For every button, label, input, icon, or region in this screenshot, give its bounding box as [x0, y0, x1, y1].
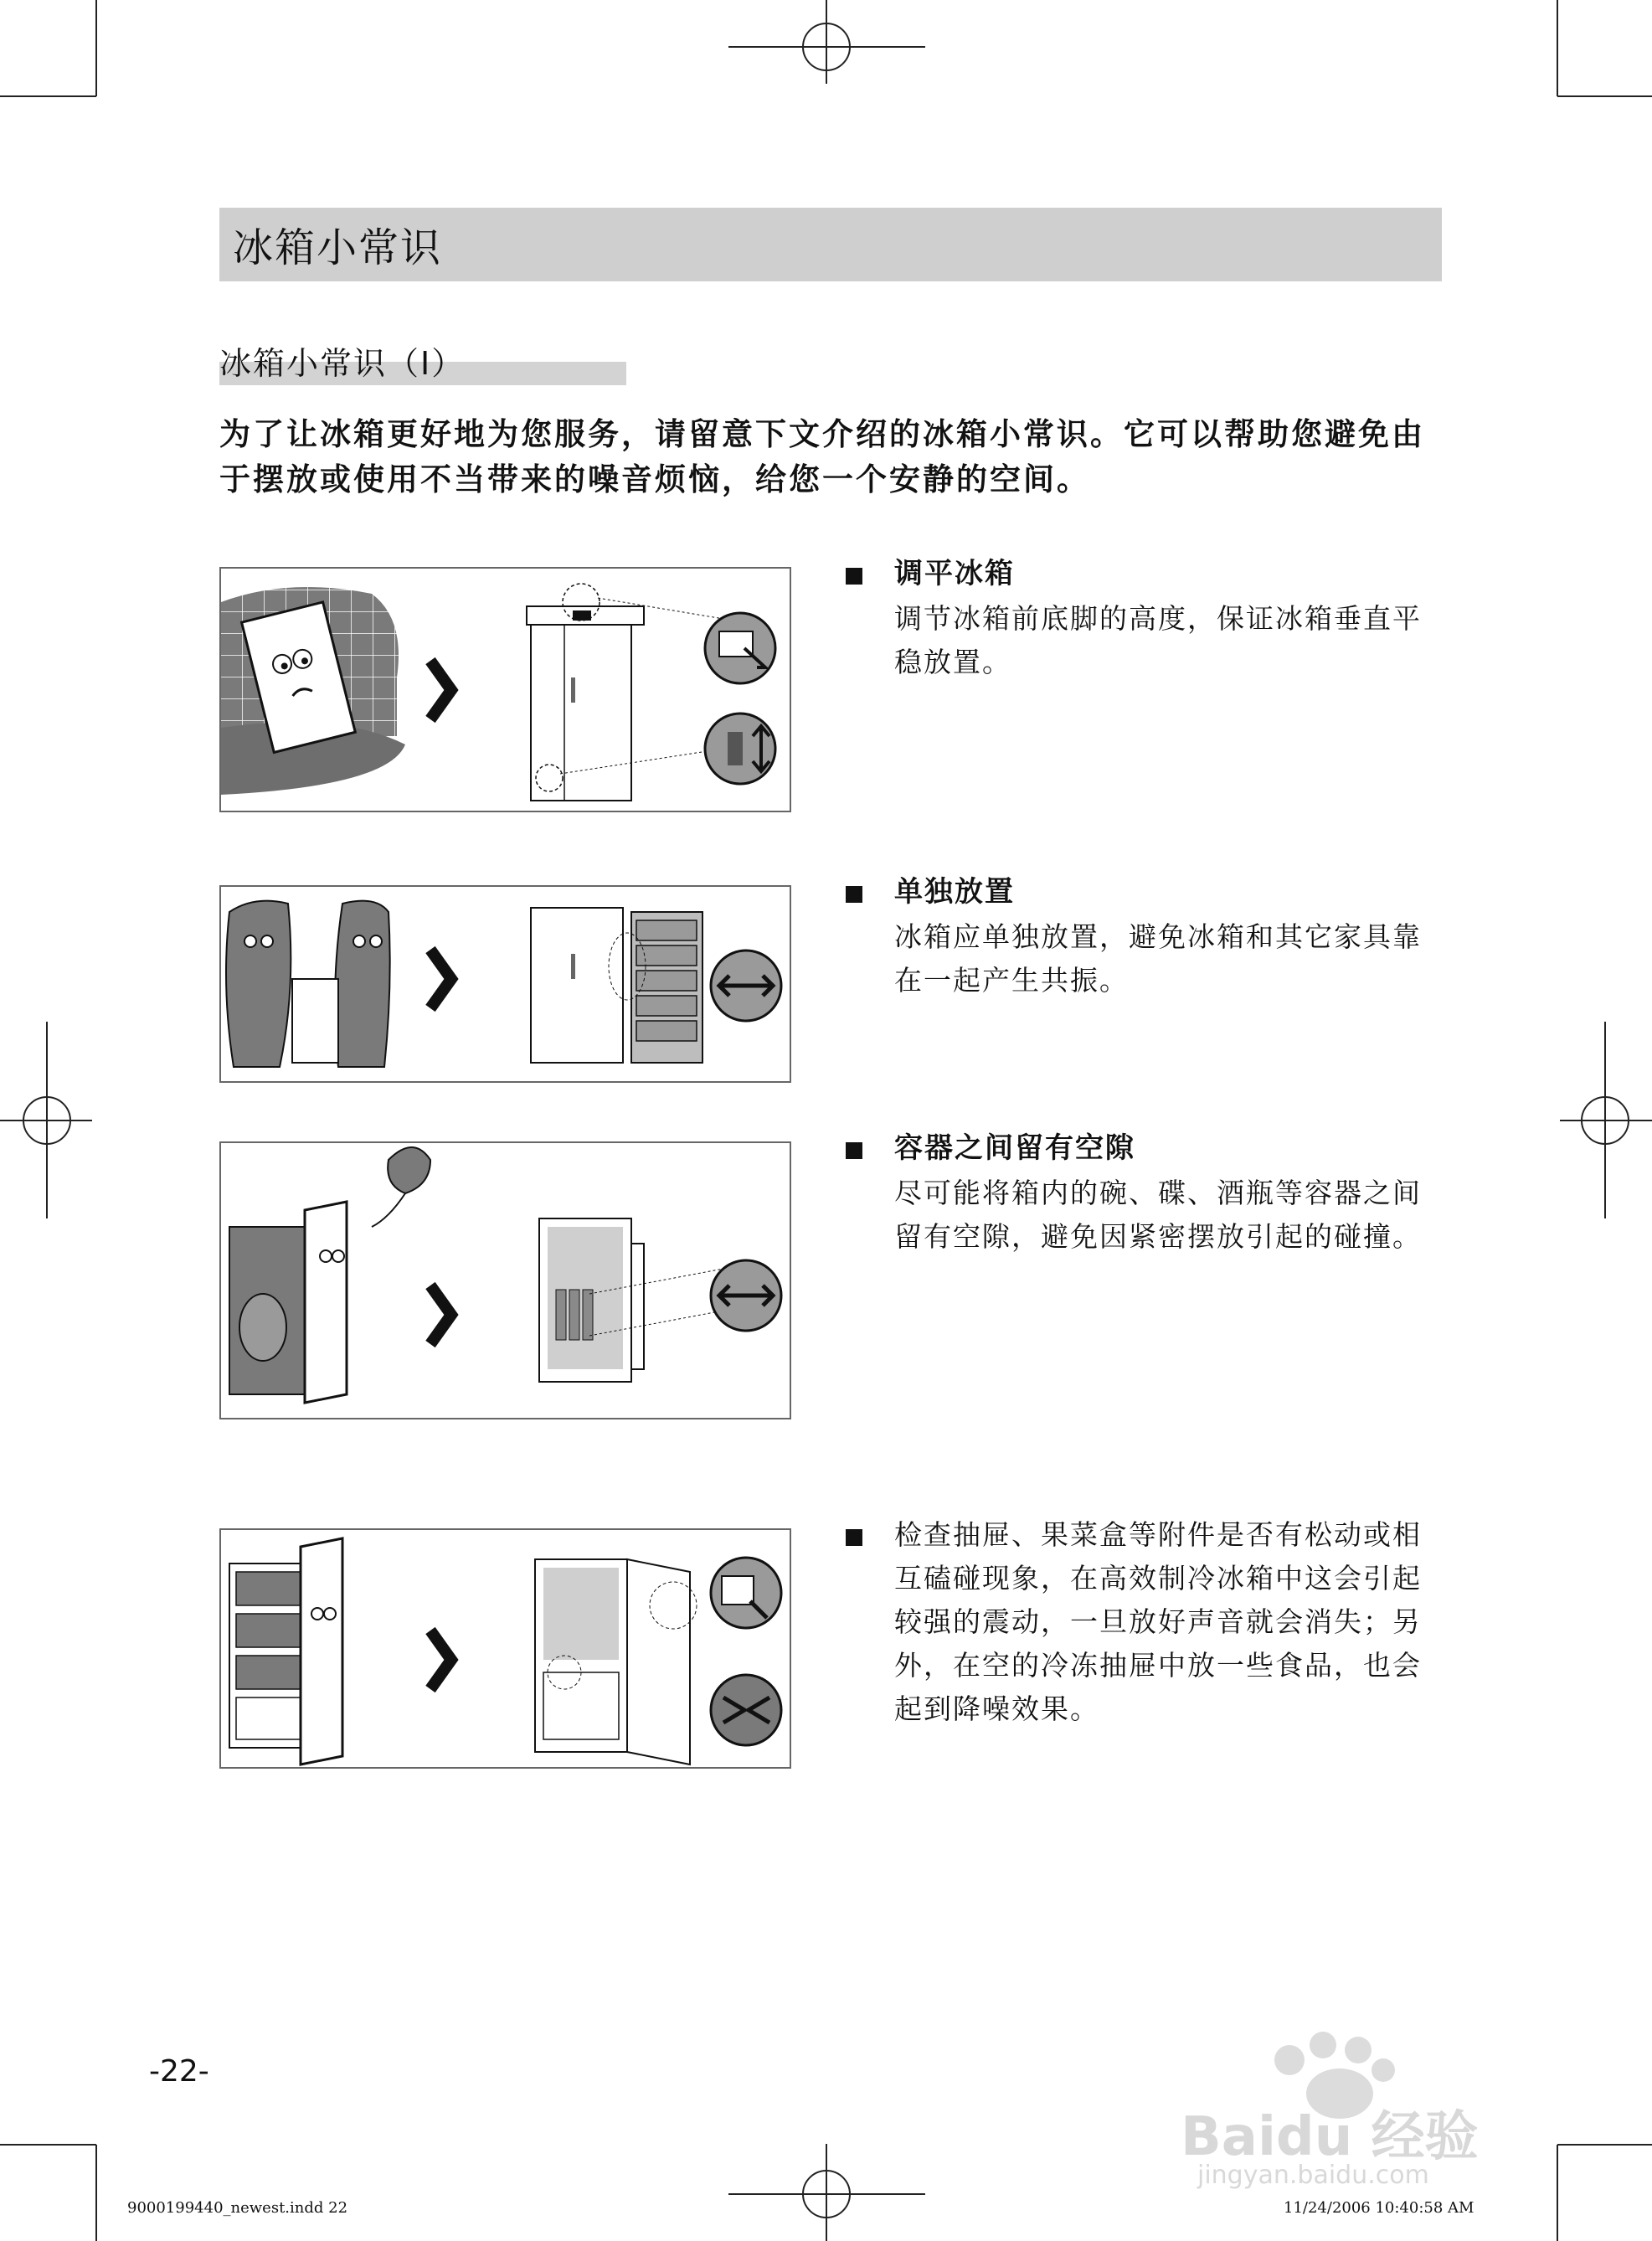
tip-body-drawers: 检查抽屉、果菜盒等附件是否有松动或相互磕碰现象，在高效制冷冰箱中这会引起较强的震动，一旦放好声音就会消失；另外，在空的冷冻抽屉中放一些食品，也会起到降噪效果。 — [894, 1518, 1422, 1725]
baidu-jingyan-watermark — [1164, 2027, 1549, 2194]
watermark-brand: Bai — [1181, 2106, 1276, 2168]
tip-body-container-gaps: 尽可能将箱内的碗、碟、酒瓶等容器之间留有空隙，避免因紧密摆放引起的碰撞。 — [894, 1177, 1422, 1253]
tip-body-standalone: 冰箱应单独放置，避免冰箱和其它家具靠在一起产生共振。 — [894, 920, 1422, 997]
bullet-square — [846, 1529, 862, 1546]
intro-paragraph: 为了让冰箱更好地为您服务，请留意下文介绍的冰箱小常识。它可以帮助您避免由于摆放或使用不当带来的噪音烦恼，给您一个安静的空间。 — [219, 416, 1425, 497]
watermark-cn: 经验 — [1371, 2106, 1479, 2168]
tip-title-standalone: 单独放置 — [894, 875, 1015, 909]
watermark-brand-tail: du — [1275, 2106, 1353, 2168]
bullet-square — [846, 1142, 862, 1159]
illustration-drawers — [219, 1528, 791, 1769]
bullet-square — [846, 886, 862, 903]
tip-title-container-gaps: 容器之间留有空隙 — [894, 1131, 1135, 1165]
illustration-standalone — [219, 885, 791, 1083]
tip-body-leveling: 调节冰箱前底脚的高度，保证冰箱垂直平稳放置。 — [894, 602, 1422, 678]
illustration-leveling — [219, 567, 791, 812]
section-title: 冰箱小常识 — [233, 224, 443, 271]
footer-filename: 9000199440_newest.indd 22 — [127, 2199, 348, 2217]
watermark-url: jingyan.baidu.com — [1197, 2161, 1429, 2190]
page-number: -22- — [149, 2054, 209, 2089]
subsection-title: 冰箱小常识（I） — [219, 345, 466, 382]
footer-datetime: 11/24/2006 10:40:58 AM — [1284, 2199, 1474, 2217]
illustration-container-gaps — [219, 1141, 791, 1419]
tip-title-leveling: 调平冰箱 — [894, 557, 1015, 590]
bullet-square — [846, 568, 862, 585]
